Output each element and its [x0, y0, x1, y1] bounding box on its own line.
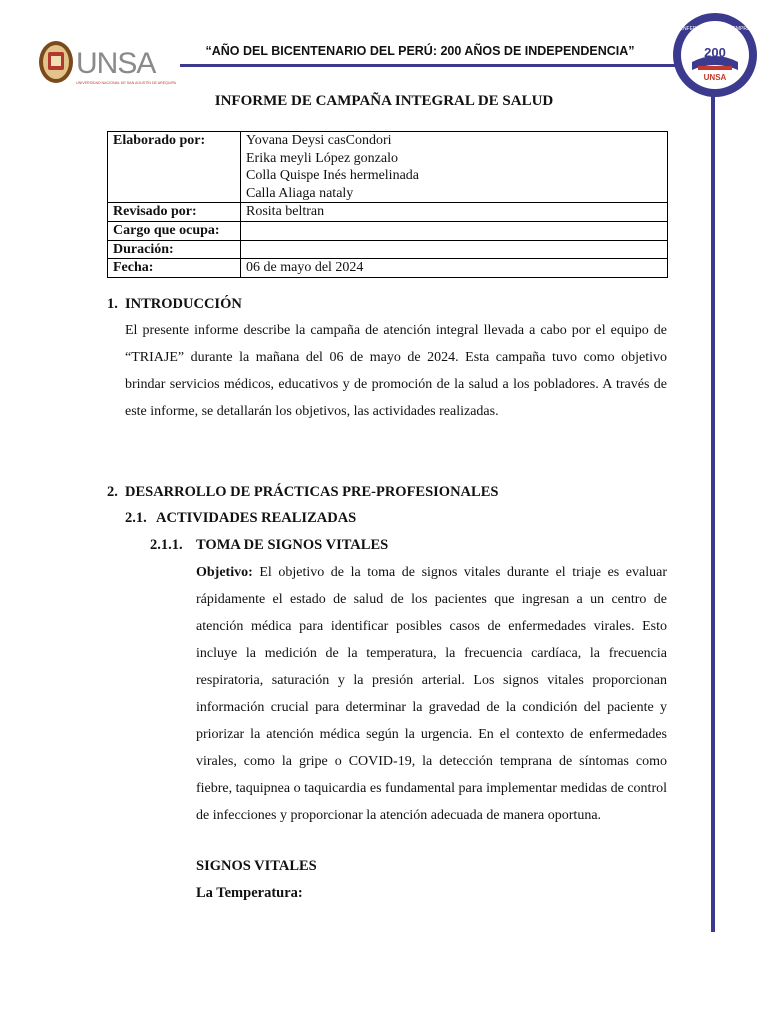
- table-row: [108, 259, 668, 278]
- vital-signs-heading: SIGNOS VITALES: [196, 858, 317, 874]
- logo-subtext: UNIVERSIDAD NACIONAL DE SAN AGUSTÍN DE AREQUIPA: [76, 81, 176, 85]
- intro-paragraph: El presente informe describe la campaña de atención integral llevada a cabo por el equipo de “TRIAJE” durante la mañana del 06 de mayo de 2024. Esta campaña tuvo como objetivo brindar servicios médicos, educativos y de promoción de la salud a los pobladores. A través de este informe, se detallarán los objetivos, las actividades realizadas.: [125, 323, 667, 419]
- header-divider: [180, 64, 680, 67]
- seal-number: 200: [704, 45, 726, 60]
- section-title: ACTIVIDADES REALIZADAS: [156, 510, 357, 526]
- unsa-crest-icon: [39, 41, 73, 83]
- section-number: 2.: [107, 484, 118, 500]
- seal-top-text: ENFERMERÍA PARA SIEMPRE: [679, 26, 751, 32]
- vertical-accent-bar: [711, 90, 715, 932]
- info-table: [107, 131, 668, 278]
- label-cell: Cargo que ocupa:: [108, 221, 241, 240]
- unsa-logo: [36, 40, 176, 88]
- section-number: 2.1.1.: [150, 537, 183, 553]
- subsection-heading: [125, 510, 356, 527]
- objective-text: El objetivo de la toma de signos vitales durante el triaje es evaluar rápidamente el estado de salud de los pacientes que ingresan a un centro de atención médica para identificar posibles casos de enfermedades virales. Esto incluye la medición de la temperatura, la frecuencia cardíaca, la frecuencia respiratoria, saturación y la presión arterial. Los signos vitales proporcionan información crucial para determinar la gravedad de la condición del paciente y priorizar la atención médica según la urgencia. En el contexto de enfermedades virales, como la gripe o COVID-19, la detección temprana de síntomas como fiebre, taquipnea o taquicardia es fundamental para implementar medidas de control de infecciones y proporcionar la atención adecuada de manera oportuna.: [196, 565, 667, 823]
- subsubsection-heading: [150, 537, 388, 554]
- author-name: Erika meyli López gonzalo: [246, 150, 398, 166]
- seal-text: UNSA: [703, 73, 727, 82]
- header-motto: “AÑO DEL BICENTENARIO DEL PERÚ: 200 AÑOS DE INDEPENDENCIA”: [205, 44, 635, 58]
- document-title: INFORME DE CAMPAÑA INTEGRAL DE SALUD: [214, 93, 554, 109]
- author-name: Calla Aliaga nataly: [246, 185, 354, 201]
- temperature-heading: La Temperatura:: [196, 885, 303, 901]
- section-number: 2.1.: [125, 510, 147, 526]
- table-row: [108, 203, 668, 222]
- logo-text: UNSA: [76, 47, 156, 80]
- anniversary-seal: [670, 10, 760, 100]
- section-title: DESARROLLO DE PRÁCTICAS PRE-PROFESIONALES: [125, 484, 499, 500]
- value-cell: [241, 221, 668, 240]
- value-cell: 06 de mayo del 2024: [241, 259, 668, 278]
- label-cell: Revisado por:: [108, 203, 241, 222]
- label-cell: Fecha:: [108, 259, 241, 278]
- label-cell: Elaborado por:: [108, 132, 241, 203]
- table-row: [108, 221, 668, 240]
- objective-label: Objetivo:: [196, 565, 253, 580]
- section-title: TOMA DE SIGNOS VITALES: [196, 537, 389, 553]
- author-name: Yovana Deysi casCondori: [246, 133, 392, 148]
- section-heading: [107, 296, 242, 313]
- author-name: Colla Quispe Inés hermelinada: [246, 168, 420, 184]
- section-heading: [107, 484, 498, 501]
- section-title: INTRODUCCIÓN: [125, 296, 242, 312]
- value-cell: Rosita beltran: [241, 203, 668, 222]
- value-cell: [241, 132, 668, 203]
- table-row: [108, 240, 668, 259]
- section-number: 1.: [107, 296, 118, 312]
- objective-paragraph: [196, 559, 667, 829]
- table-row: [108, 132, 668, 203]
- value-cell: [241, 240, 668, 259]
- label-cell: Duración:: [108, 240, 241, 259]
